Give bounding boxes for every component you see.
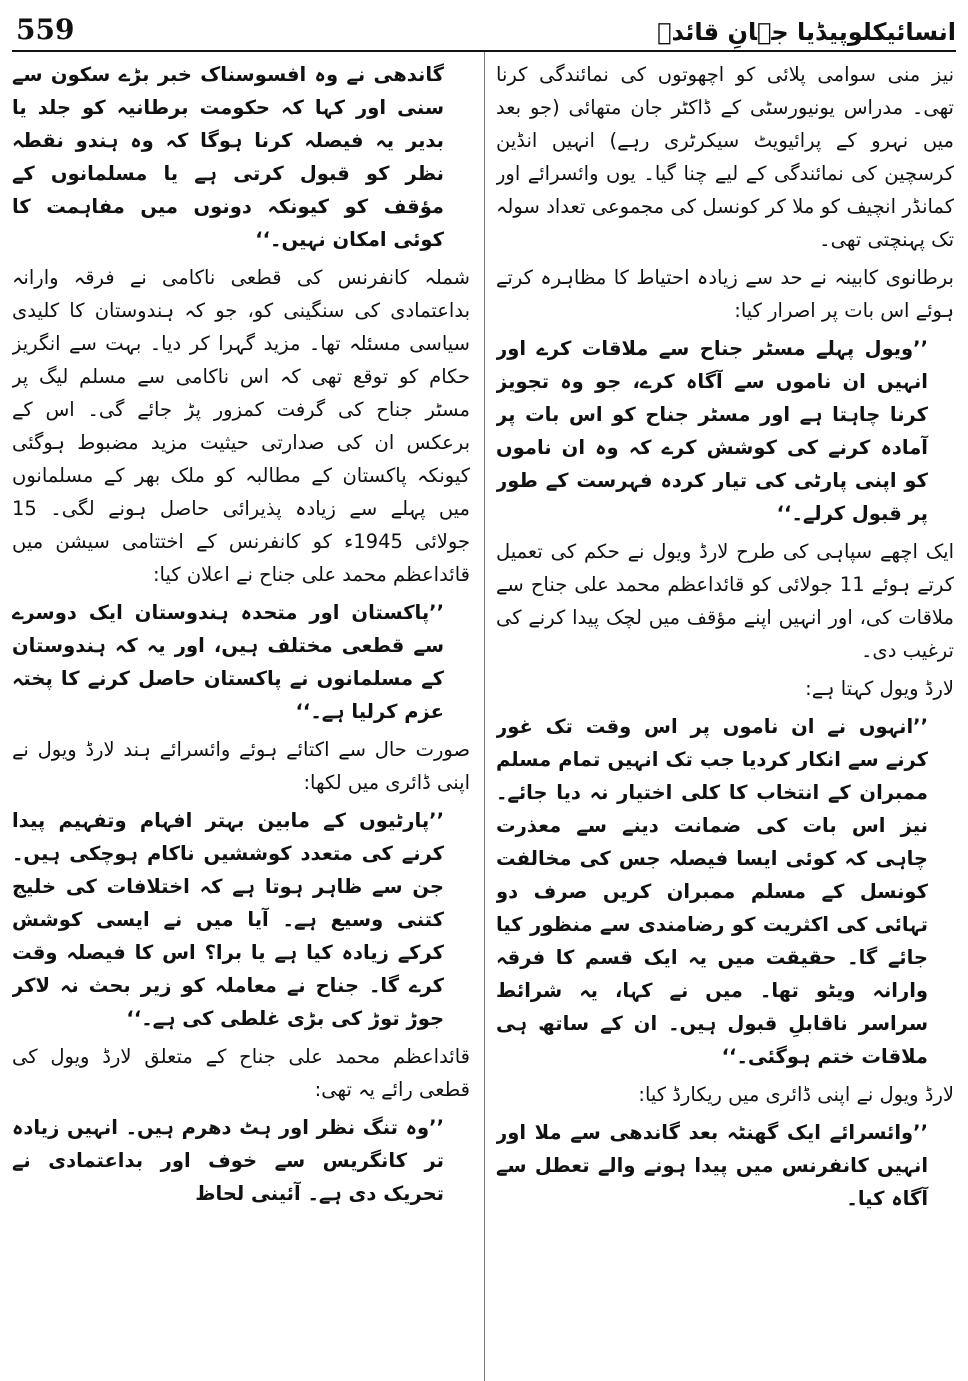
body-paragraph: نیز منی سوامی پلائی کو اچھوتوں کی نمائندگی کرنا تھی۔ مدراس یونیورسٹی کے ڈاکٹر جان متھائی (جو بعد میں نہرو کے پرائیویٹ سیکرٹری رہے) انہیں انڈین کرسچین کی نمائندگی کے لیے چنا گیا۔ یوں وائسرائے اور کمانڈر انچیف کو ملا کر کونسل کی مجموعی تعداد سولہ تک پہنچتی تھی۔ — [496, 63, 954, 251]
page-header — [12, 0, 956, 52]
quote-paragraph: گاندھی نے وہ افسوسناک خبر بڑے سکون سے سنی اور کہا کہ حکومت برطانیہ کو جلد یا بدیر یہ فیصلہ کرنا ہوگا کہ وہ ہندو نقطہ نظر کو قبول کرتی ہے یا مسلمانوں کے مؤقف کو کیونکہ دونوں میں مفاہمت کا کوئی امکان نہیں۔‘‘ — [12, 63, 444, 251]
column-divider — [484, 52, 485, 1381]
quote-paragraph: ’’وہ تنگ نظر اور ہٹ دھرم ہیں۔ انہیں زیادہ تر کانگریس سے خوف اور بداعتمادی نے تحریک دی ہے۔ آئینی لحاظ — [12, 1116, 444, 1205]
quote-paragraph: ’’انہوں نے ان ناموں پر اس وقت تک غور کرنے سے انکار کردیا جب تک انہیں تمام مسلم ممبران کے انتخاب کا کلی اختیار نہ دیا جائے۔ نیز اس بات کی ضمانت دینے سے معذرت چاہی کہ کوئی ایسا فیصلہ جس کی مخالفت کونسل کے مسلم ممبران کریں صرف دو تہائی کی اکثریت کو رضامندی سے منظور کیا جائے گا۔ حقیقت میں یہ ایک قسم کا فرقہ وارانہ ویٹو تھا۔ میں نے کہا، یہ شرائط سراسر ناقابلِ قبول ہیں۔ ان کے ساتھ ہی ملاقات ختم ہوگئی۔‘‘ — [496, 715, 928, 1068]
body-paragraph: برطانوی کابینہ نے حد سے زیادہ احتیاط کا مظاہرہ کرتے ہوئے اس بات پر اصرار کیا: — [496, 266, 954, 322]
left-column — [12, 58, 470, 1375]
quote-paragraph: ’’پارٹیوں کے مابین بہتر افہام وتفہیم پیدا کرنے کی متعدد کوششیں ناکام ہوچکی ہیں۔ جن سے ظاہر ہوتا ہے کہ اختلافات کی خلیج کتنی وسیع ہے۔ آیا میں نے ایسی کوشش کرکے زیادہ کیا ہے یا برا؟ اس کا فیصلہ وقت کرے گا۔ جناح نے معاملہ کو زیر بحث نہ لاکر جوڑ توڑ کی بڑی غلطی کی ہے۔‘‘ — [12, 809, 444, 1030]
quote-paragraph: ’’وائسرائے ایک گھنٹہ بعد گاندھی سے ملا اور انہیں کانفرنس میں پیدا ہونے والے تعطل سے آگاہ کیا۔ — [496, 1121, 928, 1210]
body-paragraph: شملہ کانفرنس کی قطعی ناکامی نے فرقہ وارانہ بداعتمادی کی سنگینی کو، جو کہ ہندوستان کا کلیدی سیاسی مسئلہ تھا۔ مزید گہرا کر دیا۔ بہت سے انگریز حکام کو توقع تھی کہ اس ناکامی سے مسلم لیگ پر مسٹر جناح کی گرفت کمزور پڑ جائے گی۔ اس کے برعکس ان کی صدارتی حیثیت مزید مضبوط ہوگئی کیونکہ پاکستان کے مطالبہ کو ملک بھر کے مسلمانوں میں پہلے سے زیادہ پذیرائی حاصل ہونے لگی۔ 15 جولائی 1945ء کو کانفرنس کے اختتامی سیشن میں قائداعظم محمد علی جناح نے اعلان کیا: — [12, 266, 470, 586]
page-number: 559 — [16, 13, 75, 46]
body-paragraph: صورت حال سے اکتائے ہوئے وائسرائے ہند لارڈ ویول نے اپنی ڈائری میں لکھا: — [12, 738, 470, 794]
body-paragraph: لارڈ ویول کہتا ہے: — [805, 677, 954, 700]
book-title: انسائیکلوپیڈیا جہانِ قائدؒ — [657, 18, 956, 46]
body-paragraph: لارڈ ویول نے اپنی ڈائری میں ریکارڈ کیا: — [638, 1083, 954, 1106]
right-column — [496, 58, 954, 1375]
body-paragraph: قائداعظم محمد علی جناح کے متعلق لارڈ ویول کی قطعی رائے یہ تھی: — [12, 1045, 470, 1101]
quote-paragraph: ’’ویول پہلے مسٹر جناح سے ملاقات کرے اور انہیں ان ناموں سے آگاہ کرے، جو وہ تجویز کرنا چاہتا ہے اور مسٹر جناح کو اس بات پر آمادہ کرنے کی کوشش کرے کہ وہ ان ناموں کو اپنی پارٹی کی تیار کردہ فہرست کے طور پر قبول کرلے۔‘‘ — [496, 337, 928, 525]
body-paragraph: ایک اچھے سپاہی کی طرح لارڈ ویول نے حکم کی تعمیل کرتے ہوئے 11 جولائی کو قائداعظم محمد علی جناح سے ملاقات کی، اور انہیں اپنے مؤقف میں لچک پیدا کرنے کی ترغیب دی۔ — [496, 540, 954, 662]
quote-paragraph: ’’پاکستان اور متحدہ ہندوستان ایک دوسرے سے قطعی مختلف ہیں، اور یہ کہ ہندوستان کے مسلمانوں نے پاکستان حاصل کرنے کا پختہ عزم کرلیا ہے۔‘‘ — [12, 601, 444, 723]
